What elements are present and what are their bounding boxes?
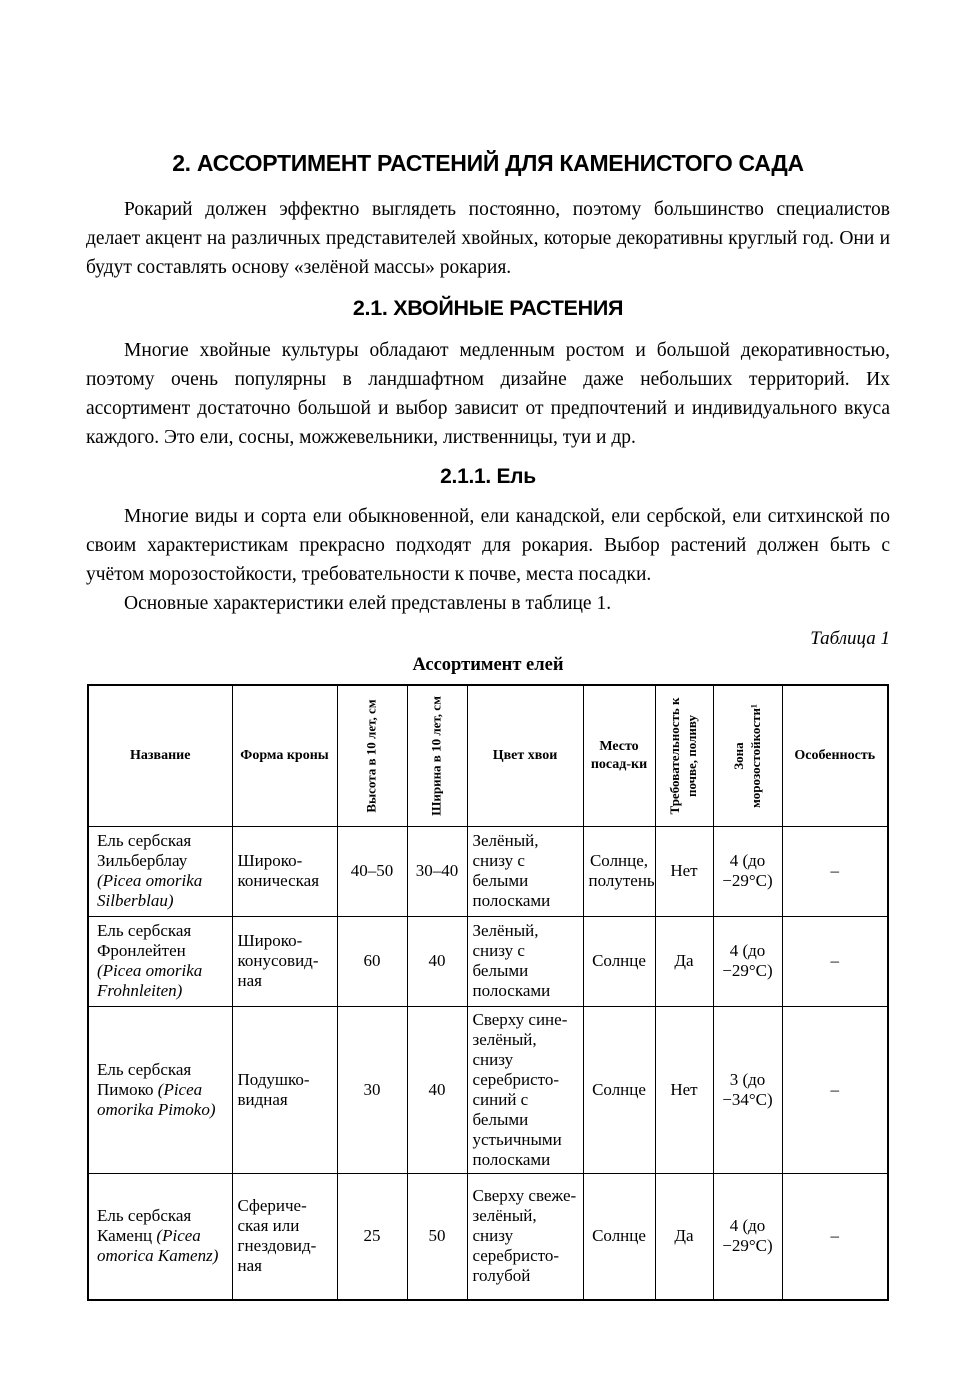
cell-height: 60 bbox=[337, 916, 407, 1006]
plant-latin-name: (Picea omorika Silberblau) bbox=[97, 871, 203, 910]
cell-crown: Широко-конусовид-ная bbox=[232, 916, 337, 1006]
column-header-feature: Особенность bbox=[782, 685, 888, 826]
table-header bbox=[88, 685, 888, 826]
cell-crown: Подушко-видная bbox=[232, 1006, 337, 1173]
cell-width: 40 bbox=[407, 916, 467, 1006]
plant-latin-name: (Picea omorika Frohnleiten) bbox=[97, 961, 203, 1000]
plant-name: Ель сербская Зильберблау bbox=[97, 831, 192, 870]
plant-name: Ель сербская Фронлейтен bbox=[97, 921, 192, 960]
cell-feature: – bbox=[782, 1173, 888, 1300]
paragraph-conifers: Многие хвойные культуры обладают медленным ростом и большой декоративностью, поэтому очень популярны в ландшафтном дизайне даже небольших территорий. Их ассортимент достаточно большой и выбор зависит от предпочтений и индивидуального вкуса каждого. Это ели, сосны, можжевельники, лиственницы, туи и др. bbox=[86, 340, 890, 448]
cell-needle-color: Зелёный, снизу с белыми полосками bbox=[467, 826, 583, 916]
cell-frost-zone: 4 (до −29°C) bbox=[713, 1173, 782, 1300]
cell-planting-place: Солнце, полутень bbox=[583, 826, 655, 916]
heading-main: 2. АССОРТИМЕНТ РАСТЕНИЙ ДЛЯ КАМЕНИСТОГО САДА bbox=[172, 150, 804, 176]
paragraph-spruce: Многие виды и сорта ели обыкновенной, ели канадской, ели сербской, ели ситхинской по своим характеристикам прекрасно подходят для рокария. Выбор растений должен быть с учётом морозостойкости, требовательности к почве, места посадки. bbox=[86, 506, 890, 585]
cell-needle-color: Зелёный, снизу с белыми полосками bbox=[467, 916, 583, 1006]
paragraph-intro: Рокарий должен эффектно выглядеть постоянно, поэтому большинство специалистов делает акцент на различных представителей хвойных, которые декоративны круглый год. Они и будут составлять основу «зелёной массы» рокария. bbox=[86, 199, 890, 278]
table-title: Ассортимент елей bbox=[412, 655, 564, 675]
table-label: Таблица 1 bbox=[810, 628, 890, 649]
cell-planting-place: Солнце bbox=[583, 916, 655, 1006]
cell-name bbox=[88, 916, 232, 1006]
column-header-height-label: Высота в 10 лет, см bbox=[363, 699, 379, 813]
column-header-frost-zone bbox=[713, 685, 782, 826]
cell-feature: – bbox=[782, 1006, 888, 1173]
column-header-crown: Форма кроны bbox=[232, 685, 337, 826]
table-body bbox=[88, 826, 888, 1300]
cell-soil-demand: Нет bbox=[655, 1006, 713, 1173]
spruce-assortment-table bbox=[87, 684, 889, 1301]
cell-name bbox=[88, 826, 232, 916]
cell-soil-demand: Нет bbox=[655, 826, 713, 916]
cell-needle-color: Сверху сине-зелёный, снизу серебристо-синий с белыми устьичными полосками bbox=[467, 1006, 583, 1173]
cell-crown: Сфериче-ская или гнездовид-ная bbox=[232, 1173, 337, 1300]
cell-needle-color: Сверху свеже-зелёный, снизу серебристо-голубой bbox=[467, 1173, 583, 1300]
cell-width: 30–40 bbox=[407, 826, 467, 916]
cell-frost-zone: 4 (до −29°C) bbox=[713, 916, 782, 1006]
cell-planting-place: Солнце bbox=[583, 1006, 655, 1173]
cell-height: 25 bbox=[337, 1173, 407, 1300]
column-header-frost-zone-label: Зона морозостойкости¹ bbox=[730, 703, 763, 808]
cell-crown: Широко-коническая bbox=[232, 826, 337, 916]
column-header-name: Название bbox=[88, 685, 232, 826]
cell-width: 40 bbox=[407, 1006, 467, 1173]
table-row bbox=[88, 826, 888, 916]
cell-feature: – bbox=[782, 916, 888, 1006]
column-header-needle-color: Цвет хвои bbox=[467, 685, 583, 826]
plant-name: Ель сербская Каменц bbox=[97, 1206, 192, 1246]
cell-frost-zone: 3 (до −34°C) bbox=[713, 1006, 782, 1173]
column-header-width bbox=[407, 685, 467, 826]
header-row bbox=[88, 685, 888, 826]
cell-soil-demand: Да bbox=[655, 916, 713, 1006]
cell-feature: – bbox=[782, 826, 888, 916]
heading-spruce: 2.1.1. Ель bbox=[440, 465, 536, 488]
cell-frost-zone: 4 (до −29°C) bbox=[713, 826, 782, 916]
column-header-planting-place: Место посад-ки bbox=[583, 685, 655, 826]
heading-conifers: 2.1. ХВОЙНЫЕ РАСТЕНИЯ bbox=[352, 296, 624, 320]
column-header-soil-demand-label: Требовательность к почве, поливу bbox=[667, 697, 699, 815]
cell-width: 50 bbox=[407, 1173, 467, 1300]
cell-height: 40–50 bbox=[337, 826, 407, 916]
cell-name bbox=[88, 1173, 232, 1300]
cell-name bbox=[88, 1006, 232, 1173]
plant-latin-name: (Picea omorika Pimoko) bbox=[97, 1079, 216, 1119]
column-header-soil-demand bbox=[655, 685, 713, 826]
cell-soil-demand: Да bbox=[655, 1173, 713, 1300]
plant-latin-name: (Picea omorica Kamenz) bbox=[97, 1226, 219, 1266]
cell-height: 30 bbox=[337, 1006, 407, 1173]
column-header-width-label: Ширина в 10 лет, см bbox=[428, 695, 444, 816]
paragraph-table-ref: Основные характеристики елей представлены в таблице 1. bbox=[124, 593, 612, 614]
table-row bbox=[88, 916, 888, 1006]
cell-planting-place: Солнце bbox=[583, 1173, 655, 1300]
table-row bbox=[88, 1173, 888, 1300]
column-header-height bbox=[337, 685, 407, 826]
plant-name: Ель сербская Пимоко bbox=[97, 1059, 192, 1099]
table-row bbox=[88, 1006, 888, 1173]
